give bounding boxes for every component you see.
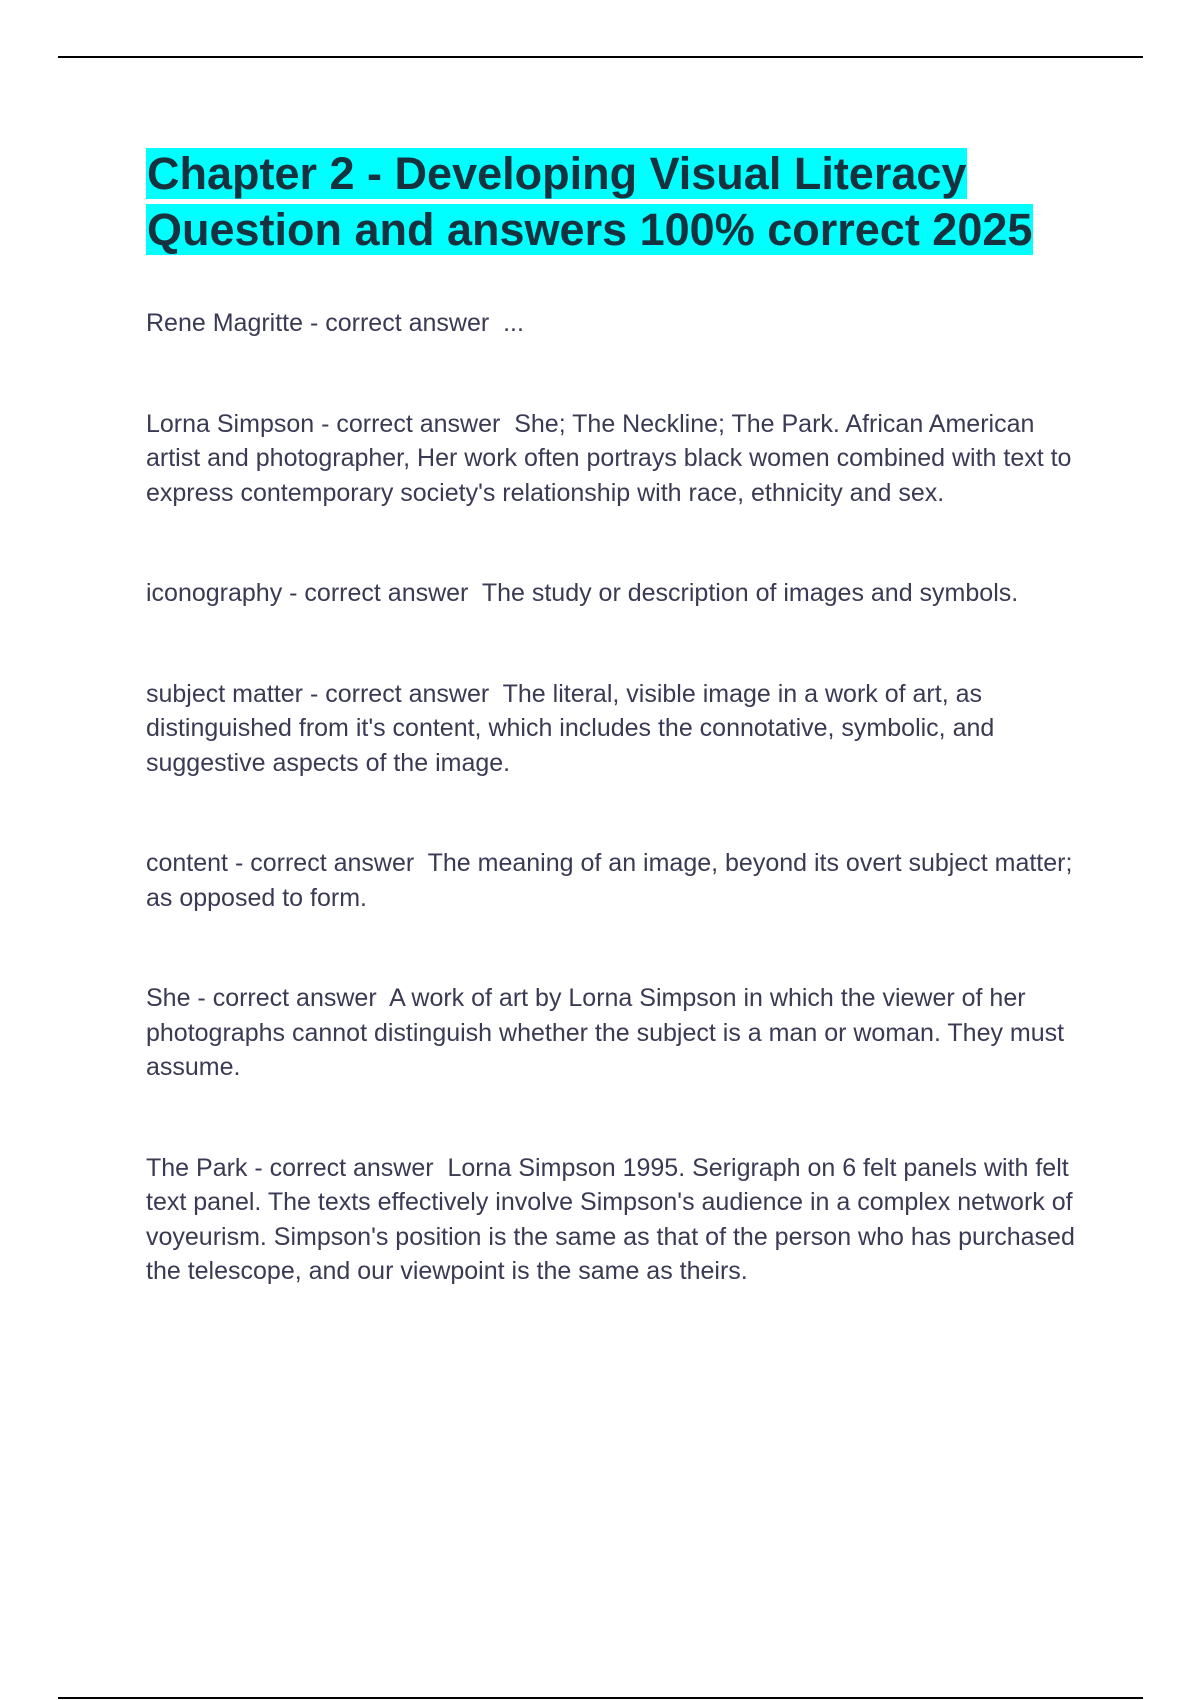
qa-answer: A work of art by Lorna Simpson in which the viewer of her photographs cannot distinguish whether the subject is a man or woman. They must assume. [146, 984, 1072, 1081]
qa-entry [146, 846, 1080, 915]
qa-separator: - correct answer [190, 984, 390, 1012]
qa-answer: The meaning of an image, beyond its overt subject matter; as opposed to form. [146, 849, 1080, 912]
footer-rule [58, 1697, 1143, 1699]
qa-list [146, 306, 1082, 1289]
qa-answer: The literal, visible image in a work of art, as distinguished from it's content, which includes the connotative, symbolic, and suggestive aspects of the image. [146, 679, 1002, 777]
qa-separator: - correct answer [303, 309, 504, 337]
qa-term: content [146, 849, 229, 877]
qa-term: iconography [146, 579, 283, 607]
qa-separator: - correct answer [282, 579, 482, 607]
qa-entry [146, 1151, 1082, 1289]
qa-answer: ... [503, 309, 524, 337]
qa-entry [146, 306, 1076, 341]
qa-separator: - correct answer [228, 849, 428, 877]
qa-term: She [146, 984, 191, 1012]
qa-entry [146, 677, 1076, 781]
qa-answer: The study or description of images and symbols. [481, 579, 1019, 607]
document-body [146, 146, 1082, 1355]
qa-entry [146, 981, 1076, 1085]
qa-separator: - correct answer [303, 679, 503, 708]
title-highlight: Chapter 2 - Developing Visual Literacy Question and answers 100% correct 2025 [147, 148, 1033, 255]
qa-separator: - correct answer [247, 1153, 448, 1182]
header-rule [58, 56, 1143, 58]
qa-term: subject matter [146, 679, 304, 708]
qa-answer: She; The Neckline; The Park. African American artist and photographer, Her work often portrays black women combined with text to express contemporary society's relationship with race, ethnicity and sex. [146, 409, 1079, 507]
qa-term: Rene Magritte [146, 309, 304, 337]
page-title [146, 146, 1076, 258]
qa-term: Lorna Simpson [146, 409, 315, 438]
qa-separator: - correct answer [314, 409, 515, 438]
qa-entry [146, 576, 1076, 611]
qa-term: The Park [146, 1153, 248, 1182]
qa-entry [146, 407, 1079, 511]
qa-answer: Lorna Simpson 1995. Serigraph on 6 felt panels with felt text panel. The texts effectively involve Simpson's audience in a complex network of voyeurism. Simpson's position is the same as that of the person who has purchased the telescope, and our viewpoint is the same as theirs. [146, 1153, 1082, 1285]
